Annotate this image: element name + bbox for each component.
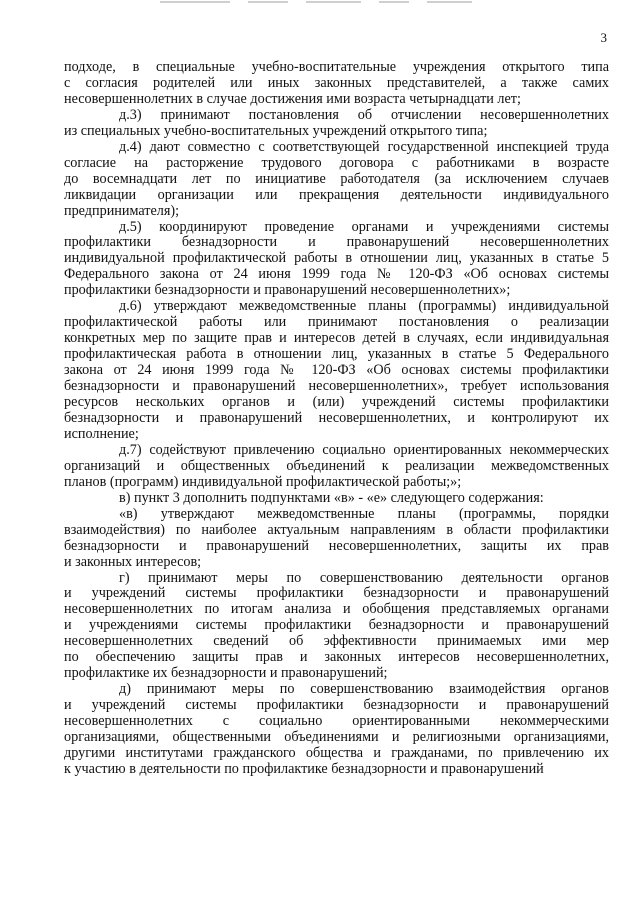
paragraph	[64, 682, 609, 778]
text-line: организаций и общественных объединений к реализации межведомственных	[64, 457, 609, 474]
text-line: ликвидации организации или прекращения деятельности индивидуального	[64, 186, 609, 203]
text-line: другими институтами гражданского общества и гражданами, по привлечению их	[64, 744, 609, 761]
text-line: индивидуальной профилактической работы в отношении лиц, указанных в статье 5	[64, 250, 609, 267]
text-line: и законных интересов;	[64, 553, 202, 570]
text-line: взаимодействия) по наиболее актуальным направлениям в области профилактики	[64, 521, 609, 538]
text-line: безнадзорности и правонарушений несовершеннолетних, защиты их прав	[64, 537, 609, 554]
paragraph	[64, 140, 609, 220]
text-line: д.6) утверждают межведомственные планы (программы) индивидуальной	[119, 298, 609, 315]
text-line: безнадзорности и правонарушений несовершеннолетних», требует использования	[64, 378, 609, 395]
text-line: организациями, общественными объединениями и религиозными организациями,	[64, 729, 609, 746]
text-line: к участию в деятельности по профилактике безнадзорности и правонарушений	[64, 760, 544, 777]
text-line: Федерального закона от 24 июня 1999 года № 120-ФЗ «Об основах системы	[64, 266, 609, 283]
text-line: профилактике их безнадзорности и правонарушений;	[64, 665, 388, 682]
paragraph	[64, 571, 609, 683]
text-line: и учреждений системы профилактики безнадзорности и правонарушений	[64, 697, 609, 714]
text-line: профилактическая работа в отношении лиц, указанных в статье 5 Федерального	[64, 346, 609, 363]
paragraph	[64, 220, 609, 300]
text-line: конкретных мер по защите прав и интересов детей в случаях, если индивидуальная	[64, 330, 609, 347]
text-line: и учреждений системы профилактики безнадзорности и правонарушений	[64, 585, 609, 602]
text-line: предпринимателя);	[64, 202, 180, 219]
text-line: профилактической работы или принимают постановления о реализации	[64, 314, 609, 331]
text-line: несовершеннолетних сведений об эффективности принимаемых ими мер	[64, 633, 609, 650]
text-line: по обеспечению защиты прав и законных интересов несовершеннолетних,	[64, 649, 609, 666]
text-line: исполнение;	[64, 425, 139, 442]
text-line: д) принимают меры по совершенствованию взаимодействия органов	[119, 681, 609, 698]
text-line: ресурсов нескольких органов и (или) учреждений системы профилактики	[64, 394, 609, 411]
text-line: с согласия родителей или иных законных представителей, а также самих	[64, 74, 609, 91]
text-line: до восемнадцати лет по инициативе работодателя (за исключением случаев	[64, 170, 609, 187]
text-line: д.4) дают совместно с соответствующей государственной инспекцией труда	[119, 138, 609, 155]
text-line: закона от 24 июня 1999 года № 120-ФЗ «Об основах системы профилактики	[64, 362, 609, 379]
text-line: согласие на расторжение трудового договора с работниками в возрасте	[64, 154, 609, 171]
text-line: в) пункт 3 дополнить подпунктами «в» - «е» следующего содержания:	[119, 489, 544, 506]
paragraph	[64, 60, 609, 108]
text-line: планов (программ) индивидуальной профилактической работы;»;	[64, 473, 462, 490]
paragraph	[64, 443, 609, 491]
text-line: безнадзорности и правонарушений несовершеннолетних, и контролируют их	[64, 409, 609, 426]
text-line: д.3) принимают постановления об отчислении несовершеннолетних	[119, 106, 609, 123]
text-line: профилактики безнадзорности и правонарушений несовершеннолетних»;	[64, 282, 511, 299]
paragraph	[64, 491, 609, 507]
text-line: несовершеннолетних с социально ориентированными некоммерческими	[64, 713, 609, 730]
text-line: несовершеннолетних по итогам анализа и обобщения представляемых органами	[64, 601, 609, 618]
text-line: д.5) координируют проведение органами и учреждениями системы	[119, 218, 609, 235]
text-line: д.7) содействуют привлечению социально ориентированных некоммерческих	[119, 441, 609, 458]
paragraph	[64, 108, 609, 140]
page-number: 3	[600, 30, 607, 45]
text-line: г) принимают меры по совершенствованию деятельности органов	[119, 569, 609, 586]
text-line: несовершеннолетних в случае достижения ими возраста четырнадцати лет;	[64, 90, 521, 107]
paragraph	[64, 507, 609, 571]
text-line: профилактики безнадзорности и правонарушений несовершеннолетних	[64, 234, 609, 251]
paragraph	[64, 299, 609, 443]
scan-edge-marks	[160, 0, 480, 4]
text-line: «в) утверждают межведомственные планы (программы, порядки	[119, 505, 609, 522]
document-body	[64, 60, 609, 778]
text-line: из специальных учебно-воспитательных учреждений открытого типа;	[64, 122, 488, 139]
text-line: подходе, в специальные учебно-воспитательные учреждения открытого типа	[64, 59, 609, 75]
text-line: и учреждениями системы профилактики безнадзорности и правонарушений	[64, 617, 609, 634]
